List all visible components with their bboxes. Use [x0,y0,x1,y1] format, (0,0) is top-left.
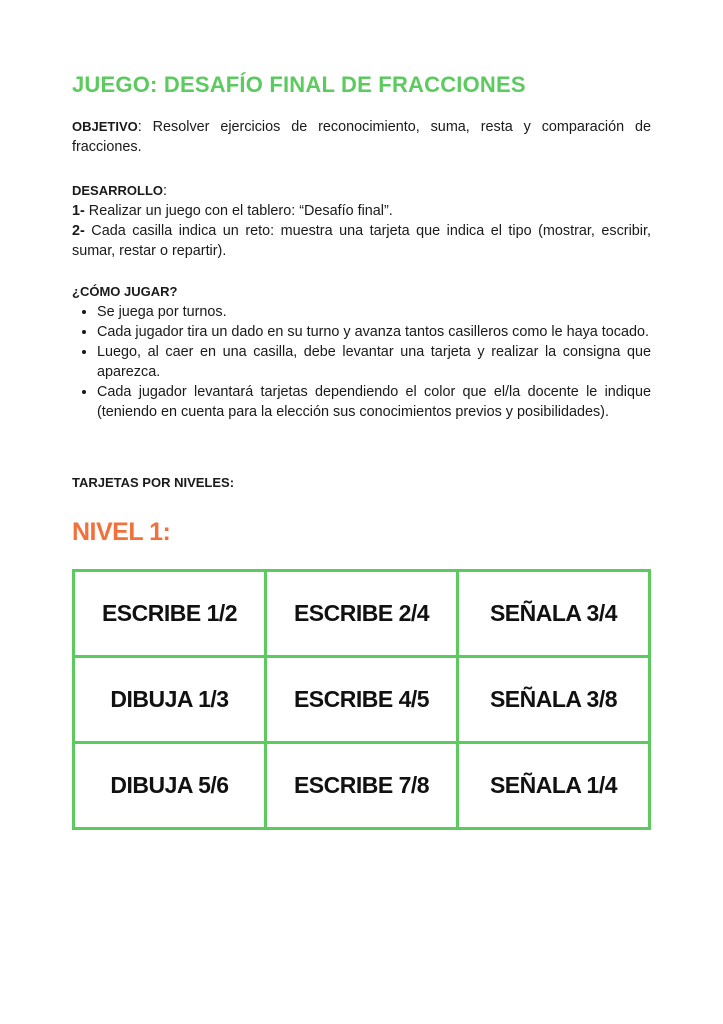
card-cell: DIBUJA 5/6 [74,743,266,829]
card-cell: SEÑALA 1/4 [458,743,650,829]
objective-paragraph [72,117,651,157]
table-row [74,571,650,657]
objective-text: : Resolver ejercicios de reconocimiento, suma, resta y comparación de fracciones. [72,119,651,155]
rule-item: • Luego, al caer en una casilla, debe levantar una tarjeta y realizar la consigna que aparezca. [97,342,651,382]
table-row [74,743,650,829]
card-cell: SEÑALA 3/4 [458,571,650,657]
level-title: NIVEL 1: [72,518,171,546]
card-cell: SEÑALA 3/8 [458,657,650,743]
development-label: DESARROLLO [72,183,163,198]
card-cell: ESCRIBE 2/4 [266,571,458,657]
development-step-1 [72,201,651,221]
page-title: JUEGO: DESAFÍO FINAL DE FRACCIONES [72,72,526,97]
step-number: 2- [72,223,85,239]
rule-item: • Cada jugador levantará tarjetas dependiendo el color que el/la docente le indique (teniendo en cuenta para la elección sus conocimientos previos y posibilidades). [97,382,651,422]
card-cell: ESCRIBE 4/5 [266,657,458,743]
step-text: Realizar un juego con el tablero: “Desafío final”. [84,203,393,219]
development-label-suffix: : [163,183,167,199]
development-step-2 [72,221,651,261]
cards-by-level-label: TARJETAS POR NIVELES: [72,475,235,490]
development-section [72,181,651,261]
rule-item: • Cada jugador tira un dado en su turno y avanza tantos casilleros como le haya tocado. [97,322,651,342]
step-number: 1- [72,203,85,219]
rules-list [72,302,651,422]
objective-label: OBJETIVO [72,119,138,134]
how-to-play-section [72,282,651,422]
rule-item: • Se juega por turnos. [97,302,651,322]
table-row [74,657,650,743]
level-cards-table [72,569,651,830]
how-to-play-label: ¿CÓMO JUGAR? [72,284,178,299]
step-text: Cada casilla indica un reto: muestra una tarjeta que indica el tipo (mostrar, escribir, sumar, restar o repartir). [72,223,651,259]
card-cell: ESCRIBE 7/8 [266,743,458,829]
card-cell: DIBUJA 1/3 [74,657,266,743]
card-cell: ESCRIBE 1/2 [74,571,266,657]
